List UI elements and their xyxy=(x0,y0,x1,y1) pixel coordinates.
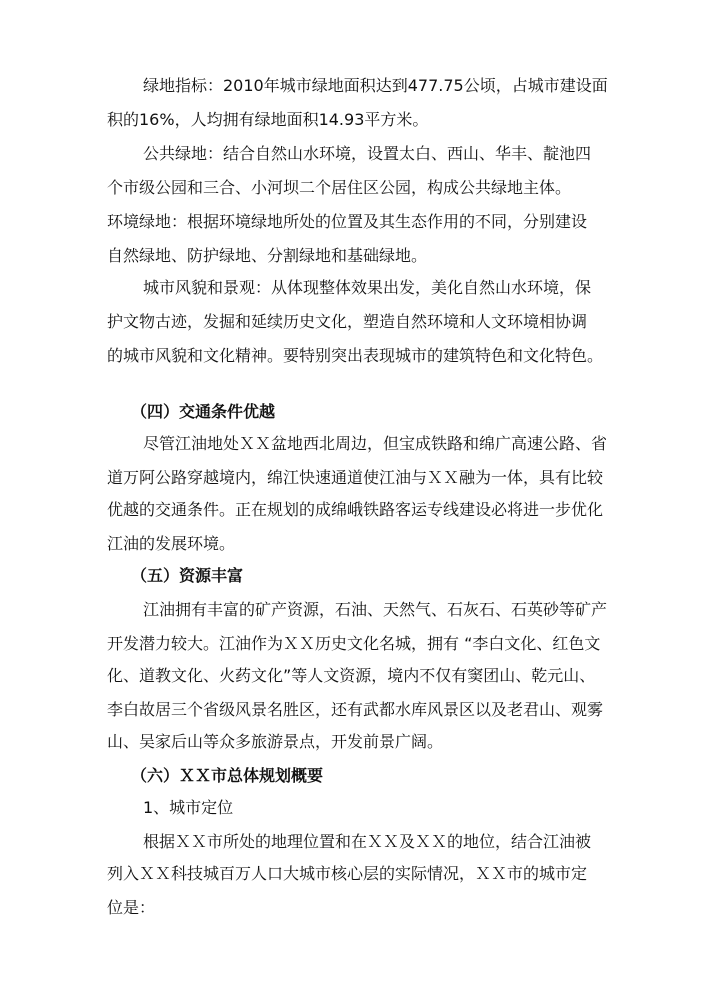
text-line: 江油拥有丰富的矿产资源，石油、天然气、石灰石、石英砂等矿产 xyxy=(143,600,608,619)
text-line: 城市风貌和景观：从体现整体效果出发，美化自然山水环境，保 xyxy=(143,278,592,297)
section-heading: （六）ＸＸ市总体规划概要 xyxy=(131,766,324,785)
text-line: 的城市风貌和文化精神。要特别突出表现城市的建筑特色和文化特色。 xyxy=(107,346,604,365)
text-line: 列入ＸＸ科技城百万人口大城市核心层的实际情况，ＸＸ市的城市定 xyxy=(107,864,588,883)
text-line: 公共绿地：结合自然山水环境，设置太白、西山、华丰、靛池四 xyxy=(143,144,592,163)
text-line: 自然绿地、防护绿地、分割绿地和基础绿地。 xyxy=(107,246,428,265)
text-line: 山、吴家后山等众多旅游景点，开发前景广阔。 xyxy=(107,732,444,751)
text-line: 尽管江油地处ＸＸ盆地西北周边，但宝成铁路和绵广高速公路、省 xyxy=(143,434,608,453)
section-heading: （五）资源丰富 xyxy=(131,566,244,585)
text-line: 李白故居三个省级风景名胜区，还有武都水库风景区以及老君山、观雾 xyxy=(107,700,604,719)
text-line: 化、道教文化、火药文化”等人文资源，境内不仅有窦团山、乾元山、 xyxy=(107,666,596,685)
text-line: 道万阿公路穿越境内，绵江快速通道使江油与ＸＸ融为一体，具有比较 xyxy=(107,468,604,487)
text-line: 护文物古迹，发掘和延续历史文化，塑造自然环境和人文环境相协调 xyxy=(107,312,588,331)
text-line: 根据ＸＸ市所处的地理位置和在ＸＸ及ＸＸ的地位，结合江油被 xyxy=(143,832,592,851)
text-line: 开发潜力较大。江油作为ＸＸ历史文化名城，拥有 “李白文化、红色文 xyxy=(107,634,601,653)
text-line: 积的16%，人均拥有绿地面积14.93平方米。 xyxy=(107,110,429,129)
text-line: 位是： xyxy=(107,898,156,917)
text-line: 绿地指标：2010年城市绿地面积达到477.75公顷，占城市建设面 xyxy=(143,76,608,95)
text-line: 环境绿地：根据环境绿地所处的位置及其生态作用的不同，分别建设 xyxy=(107,212,588,231)
section-heading: （四）交通条件优越 xyxy=(131,402,276,421)
text-line: 1、城市定位 xyxy=(143,798,234,817)
text-line: 江油的发展环境。 xyxy=(107,534,236,553)
text-line: 个市级公园和三合、小河坝二个居住区公园，构成公共绿地主体。 xyxy=(107,178,572,197)
text-line: 优越的交通条件。正在规划的成绵峨铁路客运专线建设必将进一步优化 xyxy=(107,500,604,519)
